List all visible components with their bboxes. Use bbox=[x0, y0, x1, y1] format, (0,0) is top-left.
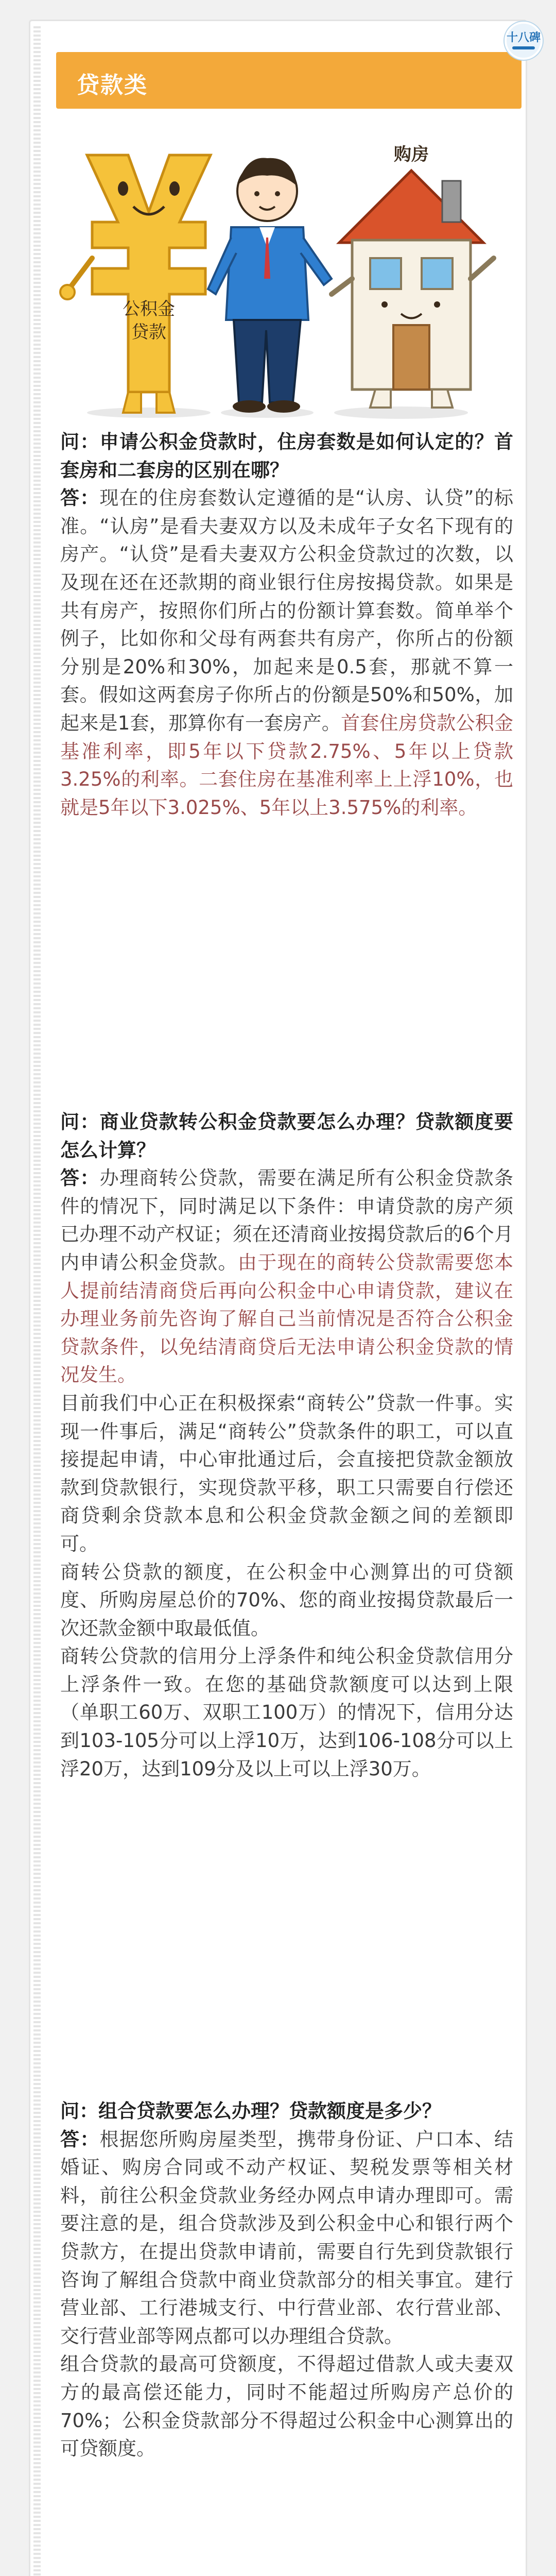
man-character bbox=[208, 158, 332, 418]
question-2: 问：商业贷款转公积金贷款要怎么办理？贷款额度要怎么计算？ bbox=[60, 1111, 513, 1161]
answer-2-highlight: 由于现在的商转公贷款需要您本人提前结清商贷后再向公积金中心申请贷款，建议在办理业务前先咨询了解自己当前情况是否符合公积金贷款条件，以免结清商贷后无法申请公积金贷款的情况发生。 bbox=[60, 1251, 514, 1386]
brand-logo-text: 十八碑 bbox=[507, 31, 541, 44]
svg-text:公积金: 公积金 bbox=[123, 299, 175, 319]
qa-block-1 bbox=[60, 428, 513, 822]
qa-block-2 bbox=[60, 1108, 513, 1783]
svg-text:贷款: 贷款 bbox=[131, 322, 166, 343]
article-card bbox=[29, 20, 527, 2576]
answer-2-paragraph-1: 目前我们中心正在积极探索“商转公”贷款一件事。实现一件事后，满足“商转公”贷款条件的职工，可以直接提起申请，中心审批通过后，会直接把贷款金额放款到贷款银行，实现贷款平移，职工只需要自行偿还商贷剩余贷款本息和公积金贷款金额之间的差额即可。 bbox=[60, 1392, 513, 1555]
loan-illustration bbox=[51, 124, 514, 423]
coin-character bbox=[60, 155, 211, 418]
answer-2-label: 答： bbox=[60, 1167, 100, 1190]
answer-3-text: 根据您所购房屋类型，携带身份证、户口本、结婚证、购房合同或不动产权证、契税发票等相关材料，前往公积金贷款业务经办网点申请办理即可。需要注意的是，组合贷款涉及到公积金中心和银行两个贷款方，在提出贷款申请前，需要自行先到贷款银行咨询了解组合贷款中商业贷款部分的相关事宜。建行营业部、工行港城支行、中行营业部、农行营业部、交行营业部等网点都可以办理组合贷款。 bbox=[60, 2128, 514, 2347]
answer-3-label: 答： bbox=[60, 2128, 100, 2150]
answer-1-label: 答： bbox=[60, 487, 100, 510]
answer-3-paragraph-1: 组合贷款的最高可贷额度，不得超过借款人或夫妻双方的最高偿还能力，同时不能超过所购房产总价的70%；公积金贷款部分不得超过公积金中心测算出的可贷额度。 bbox=[60, 2353, 513, 2460]
question-3: 问：组合贷款要怎么办理？贷款额度是多少？ bbox=[60, 2100, 441, 2122]
decorative-stripe bbox=[33, 26, 41, 2576]
answer-1-highlight: 首套住房贷款公积金基准利率，即5年以下贷款2.75%、5年以上贷款3.25%的利率。二套住房在基准利率上上浮10%，也就是5年以下3.025%、5年以上3.575%的利率。 bbox=[60, 711, 514, 819]
house-character bbox=[332, 144, 494, 419]
section-header bbox=[56, 52, 522, 109]
question-1: 问：申请公积金贷款时，住房套数是如何认定的？首套房和二套房的区别在哪？ bbox=[60, 431, 513, 481]
answer-2-paragraph-2: 商转公贷款的额度，在公积金中心测算出的可贷额度、所购房屋总价的70%、您的商业按揭贷款最后一次还款金额中取最低值。 bbox=[60, 1561, 513, 1639]
brand-logo-bar bbox=[512, 46, 535, 49]
svg-text:购房: 购房 bbox=[394, 144, 429, 165]
answer-2-paragraph-3: 商转公贷款的信用分上浮条件和纯公积金贷款信用分上浮条件一致。在您的基础贷款额度可以达到上限（单职工60万、双职工100万）的情况下，信用分达到103-105分可以上浮10万，达到106-108分可以上浮20万，达到109分及以上可以上浮30万。 bbox=[60, 1645, 513, 1780]
section-title: 贷款类 bbox=[77, 72, 148, 98]
brand-logo bbox=[505, 22, 543, 60]
answer-3 bbox=[60, 2126, 513, 2351]
answer-1-text: 现在的住房套数认定遵循的是“认房、认贷”的标准。“认房”是看夫妻双方以及未成年子女名下现有的房产。“认贷”是看夫妻双方公积金贷款过的次数，以及现在还在还款期的商业银行住房按揭贷款。如果是共有房产，按照你们所占的份额计算套数。简单举个例子，比如你和父母有两套共有房产，你所占的份额分别是20%和30%，加起来是0.5套，那就不算一套。假如这两套房子你所占的份额是50%和50%，加起来是1套，那算你有一套房产。 bbox=[60, 487, 513, 734]
answer-2-text: 办理商转公贷款，需要在满足所有公积金贷款条件的情况下，同时满足以下条件：申请贷款的房产须已办理不动产权证；须在还清商业按揭贷款后的6个月内申请公积金贷款。 bbox=[60, 1167, 514, 1274]
answer-1 bbox=[60, 484, 513, 822]
qa-block-3 bbox=[60, 2097, 513, 2463]
answer-2 bbox=[60, 1164, 513, 1389]
